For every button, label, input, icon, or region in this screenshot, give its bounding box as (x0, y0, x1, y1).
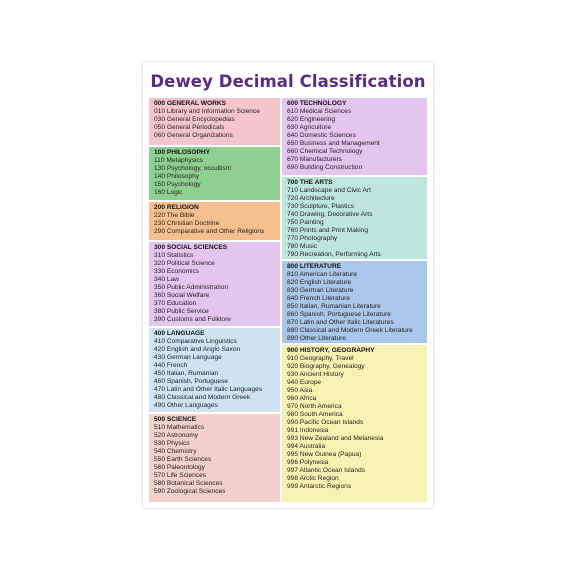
list-item: 780 Music (287, 243, 318, 251)
list-item: 999 Antarctic Regions (287, 482, 352, 490)
list-item: 630 Agriculture (287, 124, 331, 132)
list-item: 220 The Bible (154, 212, 195, 220)
list-item: 890 Other Literature (287, 335, 347, 343)
list-item: 930 Ancient History (287, 371, 344, 379)
list-item: 060 General Organizations (154, 132, 233, 140)
list-item: 150 Psychology (154, 181, 201, 189)
list-item: 690 Building Construction (287, 164, 363, 172)
list-item: 710 Landscape and Civic Art (287, 187, 371, 195)
list-item: 560 Paleontology (154, 464, 205, 472)
list-item: 340 Law (154, 276, 179, 284)
list-item: 510 Mathematics (154, 424, 205, 432)
list-item: 290 Comparative and Other Religions (154, 228, 265, 236)
list-item: 580 Botanical Sciences (154, 480, 223, 488)
list-item: 760 Prints and Print Making (287, 227, 368, 235)
list-item: 998 Arctic Region (287, 474, 339, 482)
list-item: 370 Education (154, 300, 197, 308)
section-heading: 400 LANGUAGE (154, 330, 205, 337)
list-item: 330 Economics (154, 268, 200, 276)
list-item: 030 General Encyclopedias (154, 116, 235, 124)
list-item: 140 Philosophy (154, 173, 200, 181)
section-300 (149, 242, 280, 326)
section-heading: 500 SCIENCE (154, 416, 197, 423)
dewey-poster (143, 62, 433, 508)
list-item: 050 General Periodicals (154, 124, 225, 132)
list-item: 320 Political Science (154, 260, 215, 268)
list-item: 410 Comparative Linguistics (154, 338, 237, 346)
list-item: 430 German Language (154, 354, 222, 362)
list-item: 720 Architecture (287, 195, 335, 203)
section-heading: 700 THE ARTS (287, 179, 333, 186)
list-item: 230 Christian Doctrine (154, 220, 220, 228)
list-item: 910 Geography, Travel (287, 355, 354, 363)
list-item: 960 Africa (287, 395, 317, 403)
list-item: 610 Medical Sciences (287, 108, 352, 116)
list-item: 110 Metaphysics (154, 157, 203, 165)
list-item: 810 American Literature (287, 271, 358, 279)
section-heading: 100 PHILOSOPHY (154, 149, 211, 156)
list-item: 997 Atlantic Ocean Islands (287, 466, 366, 474)
section-000 (149, 98, 280, 145)
list-item: 640 Domestic Sciences (287, 132, 356, 140)
list-item: 850 Italian, Rumanian Literature (287, 303, 381, 311)
list-item: 993 New Zealand and Melanesia (287, 434, 384, 442)
section-200 (149, 202, 280, 240)
list-item: 740 Drawing, Decorative Arts (287, 211, 373, 219)
list-item: 670 Manufacturers (287, 156, 342, 164)
list-item: 570 Life Sciences (154, 472, 207, 480)
list-item: 970 North America (287, 403, 342, 411)
list-item: 010 Library and Information Science (154, 108, 260, 116)
list-item: 620 Engineering (287, 116, 336, 124)
list-item: 480 Classical and Modern Greek (154, 394, 251, 402)
list-item: 840 French Literature (287, 295, 351, 303)
list-item: 994 Australia (287, 442, 326, 450)
list-item: 490 Other Languages (154, 402, 218, 410)
list-item: 310 Statistics (154, 252, 194, 260)
list-item: 540 Chemistry (154, 448, 197, 456)
section-heading: 000 GENERAL WORKS (154, 100, 227, 107)
list-item: 350 Public Administration (154, 284, 229, 292)
list-item: 360 Social Welfare (154, 292, 210, 300)
list-item: 660 Chemical Technology (287, 148, 363, 156)
section-heading: 900 HISTORY, GEOGRAPHY (287, 347, 375, 354)
list-item: 990 Pacific Ocean Islands (287, 419, 364, 427)
section-800 (282, 261, 427, 343)
list-item: 940 Europe (287, 379, 322, 387)
list-item: 995 New Guinea (Papua) (287, 450, 362, 458)
section-900 (282, 345, 427, 502)
list-item: 950 Asia (287, 387, 313, 395)
list-item: 450 Italian, Rumanian (154, 370, 219, 378)
list-item: 991 Indonesia (287, 426, 329, 434)
section-heading: 800 LITERATURE (287, 263, 342, 270)
list-item: 650 Business and Management (287, 140, 380, 148)
section-600 (282, 98, 427, 175)
list-item: 440 French (154, 362, 188, 370)
list-item: 460 Spanish, Portuguese (154, 378, 229, 386)
list-item: 870 Latin and Other Italic Literatures (287, 319, 394, 327)
list-item: 980 South America (287, 411, 343, 419)
list-item: 470 Latin and Other Italic Languages (154, 386, 263, 394)
page-title: Dewey Decimal Classification (150, 72, 426, 91)
list-item: 420 English and Anglo Saxon (154, 346, 241, 354)
list-item: 820 English Literature (287, 279, 352, 287)
list-item: 770 Photography (287, 235, 338, 243)
list-item: 750 Painting (287, 219, 324, 227)
list-item: 590 Zoological Sciences (154, 488, 226, 496)
section-400 (149, 328, 280, 412)
section-heading: 600 TECHNOLOGY (287, 100, 347, 107)
list-item: 390 Customs and Folklore (154, 316, 231, 324)
list-item: 730 Sculpture, Plastics (287, 203, 355, 211)
section-100 (149, 147, 280, 200)
section-700 (282, 177, 427, 259)
section-heading: 300 SOCIAL SCIENCES (154, 244, 228, 251)
list-item: 860 Spanish, Portuguese Literature (287, 311, 391, 319)
section-500 (149, 414, 280, 502)
list-item: 920 Biography, Genealogy (287, 363, 365, 371)
list-item: 880 Classical and Modern Greek Literature (287, 327, 413, 335)
list-item: 380 Public Service (154, 308, 209, 316)
list-item: 790 Recreation, Performing Arts (287, 251, 381, 259)
list-item: 520 Astronomy (154, 432, 198, 440)
section-heading: 200 RELIGION (154, 204, 199, 211)
list-item: 830 German Literature (287, 287, 354, 295)
list-item: 130 Psychology, occultism (154, 165, 232, 173)
list-item: 996 Polynesia (287, 458, 329, 466)
list-item: 160 Logic (154, 189, 183, 197)
list-item: 530 Physics (154, 440, 190, 448)
list-item: 550 Earth Sciences (154, 456, 212, 464)
